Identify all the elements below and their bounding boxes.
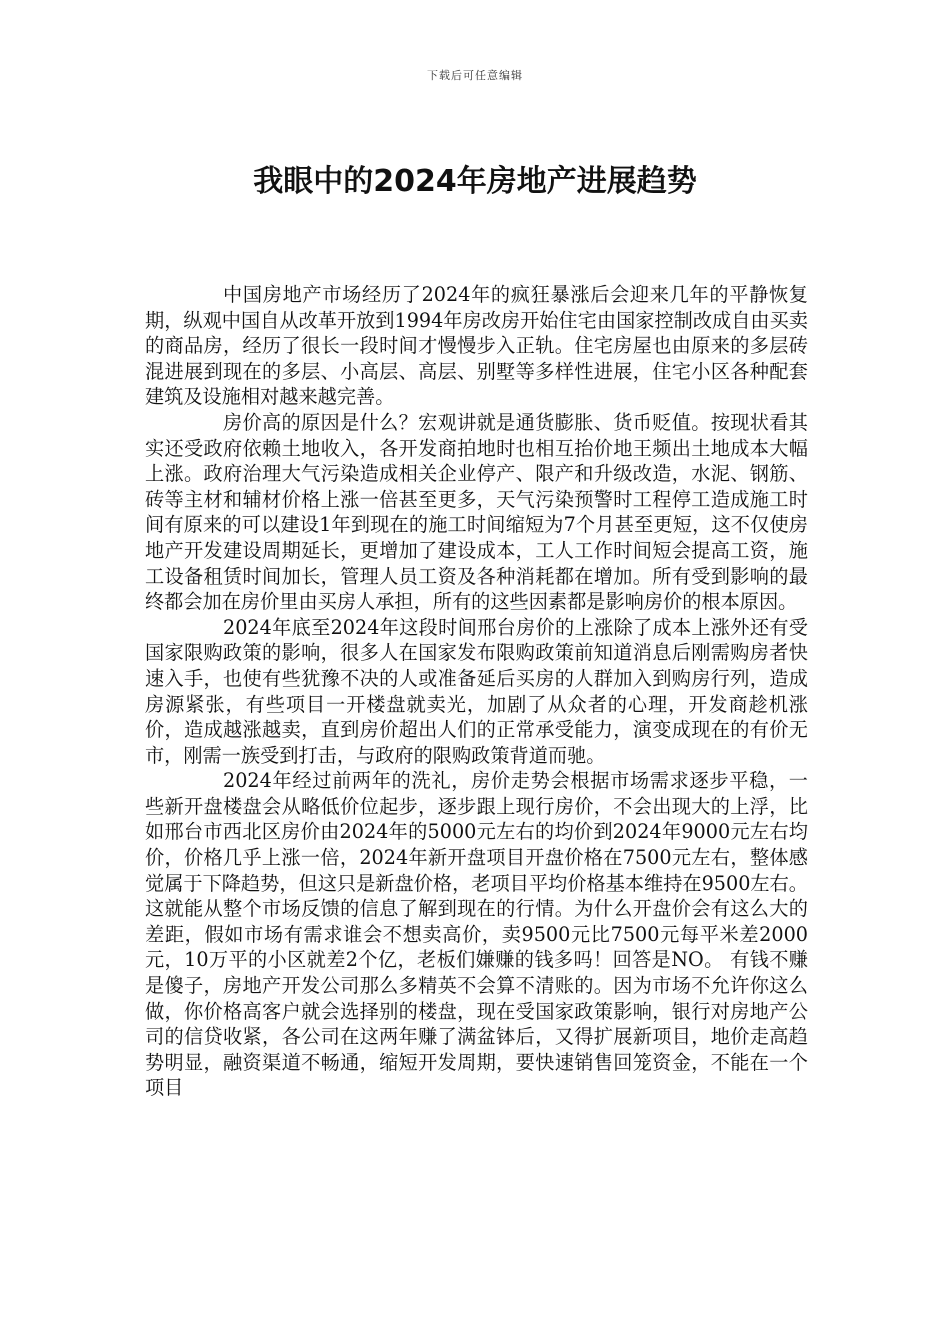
paragraph-3: 2024年底至2024年这段时间邢台房价的上涨除了成本上涨外还有受国家限购政策的影响，很多人在国家发布限购政策前知道消息后刚需购房者快速入手，也使有些犹豫不决的人或准备延后买房的人群加入到购房行列，造成房源紧张，有些项目一开楼盘就卖光，加剧了从众者的心理，开发商趁机涨价，造成越涨越卖，直到房价超出人们的正常承受能力，演变成现在的有价无市，刚需一族受到打击，与政府的限购政策背道而驰。 bbox=[145, 615, 808, 767]
paragraph-4: 2024年经过前两年的洗礼，房价走势会根据市场需求逐步平稳，一些新开盘楼盘会从略低价位起步，逐步跟上现行房价，不会出现大的上浮，比如邢台市西北区房价由2024年的5000元左右的均价到2024年9000元左右均价，价格几乎上涨一倍，2024年新开盘项目开盘价格在7500元左右，整体感觉属于下降趋势，但这只是新盘价格，老项目平均价格基本维持在9500左右。这就能从整个市场反馈的信息了解到现在的行情。为什么开盘价会有这么大的差距，假如市场有需求谁会不想卖高价，卖9500元比7500元每平米差2000元，10万平的小区就差2个亿，老板们嫌赚的钱多吗！回答是NO。 有钱不赚是傻子，房地产开发公司那么多精英不会算不清账的。因为市场不允许你这么做，你价格高客户就会选择别的楼盘，现在受国家政策影响，银行对房地产公司的信贷收紧，各公司在这两年赚了满盆钵后，又得扩展新项目，地价走高趋势明显，融资渠道不畅通，缩短开发周期，要快速销售回笼资金，不能在一个项目 bbox=[145, 769, 808, 1100]
document-body bbox=[145, 282, 808, 1101]
paragraph-1: 中国房地产市场经历了2024年的疯狂暴涨后会迎来几年的平静恢复期，纵观中国自从改革开放到1994年房改房开始住宅由国家控制改成自由买卖的商品房，经历了很长一段时间才慢慢步入正轨。住宅房屋也由原来的多层砖混进展到现在的多层、小高层、高层、别墅等多样性进展，住宅小区各种配套建筑及设施相对越来越完善。 bbox=[145, 283, 808, 409]
header-note: 下载后可任意编辑 bbox=[427, 69, 523, 82]
document-title: 我眼中的2024年房地产进展趋势 bbox=[253, 164, 697, 199]
paragraph-2: 房价高的原因是什么？宏观讲就是通货膨胀、货币贬值。按现状看其实还受政府依赖土地收入，各开发商拍地时也相互抬价地王频出土地成本大幅上涨。政府治理大气污染造成相关企业停产、限产和升级改造，水泥、钢筋、砖等主材和辅材价格上涨一倍甚至更多，天气污染预警时工程停工造成施工时间有原来的可以建设1年到现在的施工时间缩短为7个月甚至更短，这不仅使房地产开发建设周期延长，更增加了建设成本，工人工作时间短会提高工资，施工设备租赁时间加长，管理人员工资及各种消耗都在增加。所有受到影响的最终都会加在房价里由买房人承担，所有的这些因素都是影响房价的根本原因。 bbox=[145, 410, 808, 614]
